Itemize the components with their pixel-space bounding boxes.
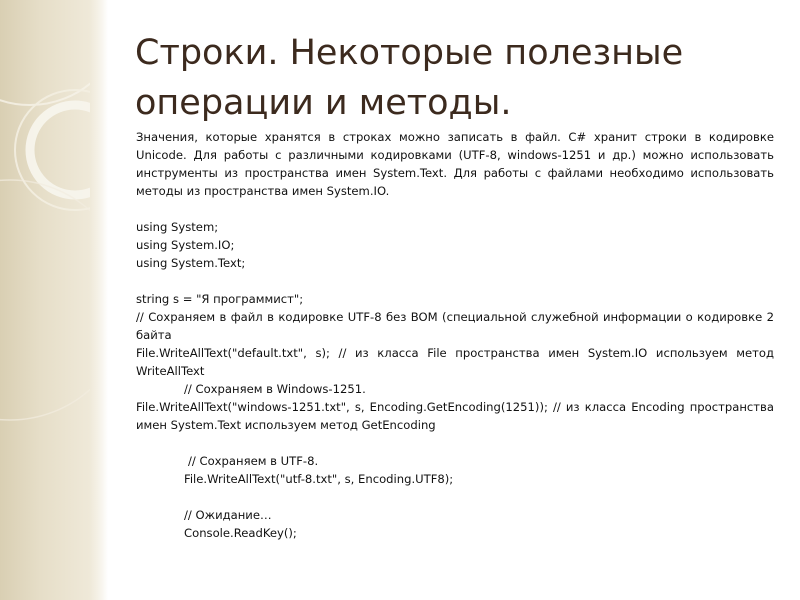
code-comment-utf8-no-bom: // Сохраняем в файл в кодировке UTF-8 без BOM (специальной служебной информации о кодировке 2 байта bbox=[136, 310, 774, 342]
code-comment-wait: // Ожидание… bbox=[184, 508, 272, 522]
code-using-system-text: using System.Text; bbox=[136, 256, 246, 270]
slide-title-line-1: Строки. Некоторые полезные bbox=[135, 33, 684, 73]
slide-title-line-2: операции и методы. bbox=[135, 83, 512, 123]
decorative-rings-graphic bbox=[0, 0, 90, 600]
code-string-declaration: string s = "Я программист"; bbox=[136, 292, 304, 306]
code-comment-1251: // Сохраняем в Windows-1251. bbox=[184, 382, 366, 396]
code-using-system: using System; bbox=[136, 220, 219, 234]
code-write-default: File.WriteAllText("default.txt", s); // из класса File пространства имен System.IO используем метод WriteAllText bbox=[136, 346, 774, 378]
code-using-system-io: using System.IO; bbox=[136, 238, 235, 252]
slide-title bbox=[135, 28, 775, 128]
slide-body bbox=[136, 128, 774, 542]
code-comment-utf8: // Сохраняем в UTF-8. bbox=[188, 454, 319, 468]
code-write-1251: File.WriteAllText("windows-1251.txt", s, Encoding.GetEncoding(1251)); // из класса Encoding пространства имен System.Text используем метод GetEncoding bbox=[136, 400, 774, 432]
intro-paragraph: Значения, которые хранятся в строках можно записать в файл. C# хранит строки в кодировке Unicode. Для работы с различными кодировками (UTF-8, windows-1251 и др.) можно использовать инструменты из пространства имен System.Text. Для работы с файлами необходимо использовать методы из пространства имен System.IO. bbox=[136, 130, 774, 198]
code-readkey: Console.ReadKey(); bbox=[184, 526, 297, 540]
sidebar-fade bbox=[90, 0, 108, 600]
decorative-sidebar bbox=[0, 0, 90, 600]
code-write-utf8: File.WriteAllText("utf-8.txt", s, Encoding.UTF8); bbox=[184, 472, 454, 486]
